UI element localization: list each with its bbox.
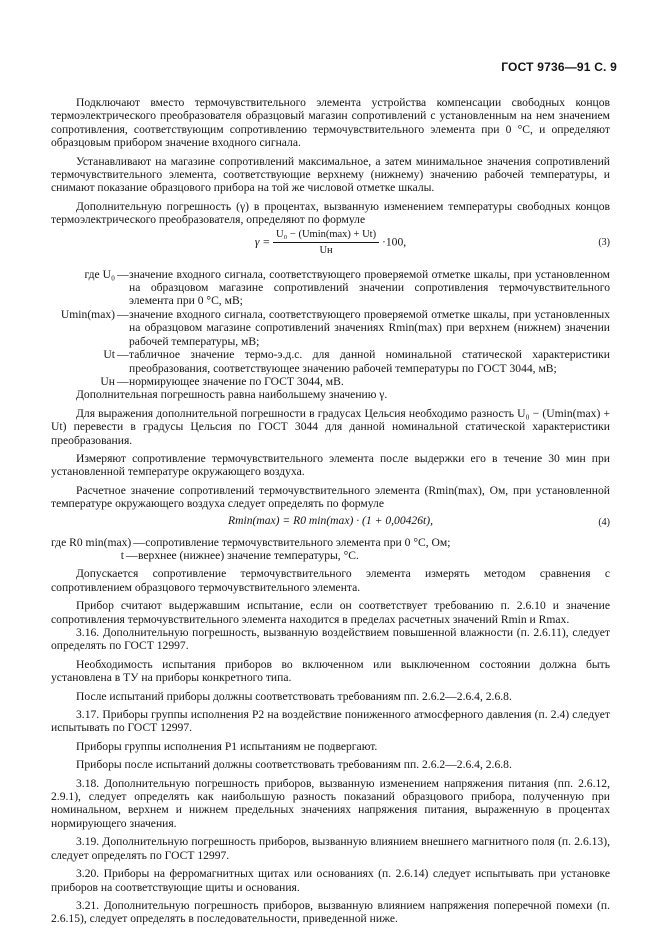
paragraph: Подключают вместо термочувствительного элемента устройства компенсации свободных концов термоэлектрического преобразователя образцовый магазин сопротивлений с установленным на нем значением сопротивления, соответствующим сопротивлению термочувствительного элемента при 0 °С, и определяют образцовым прибором значение входного сигнала. bbox=[51, 96, 610, 150]
paragraph: 3.21. Дополнительную погрешность приборов, вызванную влиянием напряжения поперечной помехи (п. 2.6.15), следует определять в последовательности, приведенной ниже. bbox=[51, 898, 610, 926]
definition-item: Ut — табличное значение термо-э.д.с. для данной номинальной статической характеристики преобразования, соответствующее значению рабочей температуры по ГОСТ 3044, мВ; bbox=[51, 348, 610, 375]
paragraph: 3.20. Приборы на ферромагнитных щитах или основаниях (п. 2.6.14) следует испытывать при установке приборов на соответствующие щиты и основания. bbox=[51, 867, 610, 894]
definition-term: Uн bbox=[100, 374, 115, 388]
paragraph: Приборы после испытаний должны соответствовать требованиям пп. 2.6.2—2.6.4, 2.6.8. bbox=[76, 758, 512, 772]
paragraph: 3.16. Дополнительную погрешность, вызванную воздействием повышенной влажности (п. 2.6.11), следует определять по ГОСТ 12997. bbox=[51, 626, 610, 653]
definition-item: Uн — нормирующее значение по ГОСТ 3044, мВ. bbox=[51, 375, 610, 388]
paragraph: Прибор считают выдержавшим испытание, если он соответствует требованию п. 2.6.10 и значение сопротивления термочувствительного элемента находится в пределах расчетных значений Rmin и Rmax. bbox=[51, 599, 610, 626]
definition-text: нормирующее значение по ГОСТ 3044, мВ. bbox=[129, 374, 344, 388]
page-header: ГОСТ 9736—91 С. 9 bbox=[501, 60, 617, 74]
definition-term: где R0 min(max) bbox=[51, 535, 132, 549]
definition-item: где U₀ — значение входного сигнала, соответствующего проверяемой отметке шкалы, при установленном на образцовом магазине сопротивлений значении сопротивления термочувствительного элемента при 0 °С, мВ; bbox=[51, 268, 610, 308]
definition-text: сопротивление термочувствительного элемента при 0 °С, Ом; bbox=[145, 535, 451, 549]
formula-expression: Rmin(max) = R0 min(max) · (1 + 0,00426t), bbox=[228, 513, 433, 527]
paragraph: Необходимость испытания приборов во включенном или выключенном состоянии должна быть установлена в ТУ на приборы конкретного типа. bbox=[51, 657, 610, 685]
paragraph: 3.19. Дополнительную погрешность приборов, вызванную влиянием внешнего магнитного поля (п. 2.6.13), следует определять по ГОСТ 12997. bbox=[51, 835, 610, 862]
paragraph: Приборы группы исполнения Р1 испытаниям не подвергают. bbox=[76, 739, 378, 753]
formula-3 bbox=[51, 228, 610, 266]
paragraph: 3.18. Дополнительную погрешность приборов, вызванную изменением напряжения питания (пп. 2.6.12, 2.9.1), следует определять как наибольшую разность показаний образцового прибора, полученную при номинальном, верхнем и нижнем предельных значениях напряжения питания, выраженную в процентах нормирующего значения. bbox=[51, 776, 610, 830]
formula-denominator: Uн bbox=[319, 245, 333, 257]
formula-number: (4) bbox=[598, 516, 610, 528]
formula-lhs: γ = bbox=[254, 235, 271, 249]
definition-term: t bbox=[120, 548, 124, 562]
paragraph: Дополнительная погрешность равна наибольшему значению γ. bbox=[76, 388, 388, 402]
paragraph: Устанавливают на магазине сопротивлений максимальное, а затем минимальное значения сопротивлений термочувствительного элемента, соответствующие верхнему (нижнему) значению рабочей температуры, и снимают показание образцового прибора на той же числовой отметке шкалы. bbox=[51, 154, 610, 195]
formula-4 bbox=[51, 514, 610, 531]
definition-text: верхнее (нижнее) значение температуры, °С. bbox=[138, 548, 359, 562]
formula-tail: ·100, bbox=[382, 235, 407, 249]
paragraph: Для выражения дополнительной погрешности в градусах Цельсия необходимо разность U₀ − (Umin(max) + Ut) перевести в градусы Цельсия по ГОСТ 3044 для данной номинальной статической характеристики преобразования. bbox=[51, 406, 610, 447]
formula-number: (3) bbox=[598, 236, 610, 248]
definitions-list bbox=[51, 536, 610, 563]
definition-term: Ut bbox=[103, 348, 115, 362]
paragraph: Дополнительную погрешность (γ) в процентах, вызванную изменением температуры свободных концов термоэлектрического преобразователя, определяют по формуле bbox=[51, 199, 610, 227]
definitions-list bbox=[51, 268, 610, 389]
definition-item: где R0 min(max) — сопротивление термочувствительного элемента при 0 °С, Ом; bbox=[51, 536, 610, 549]
definition-term: Umin(max) bbox=[60, 307, 115, 321]
definition-text: значение входного сигнала, соответствующего проверяемой отметке шкалы, при установленном на образцовом магазине сопротивлений значении сопротивления термочувствительного элемента при 0 °С, мВ; bbox=[129, 267, 610, 308]
definition-item: t — верхнее (нижнее) значение температуры, °С. bbox=[51, 549, 610, 562]
formula-fraction bbox=[273, 228, 379, 258]
paragraph: 3.17. Приборы группы исполнения Р2 на воздействие пониженного атмосферного давления (п. 2.4) следует испытывать по ГОСТ 12997. bbox=[51, 708, 610, 735]
definition-text: значение входного сигнала, соответствующего проверяемой отметке шкалы, при установленных на образцовом магазине сопротивлений значениях Rmin(max) при верхнем (нижнем) значении рабочей температуры, мВ; bbox=[129, 307, 610, 348]
document-body bbox=[51, 96, 610, 926]
paragraph: Расчетное значение сопротивлений термочувствительного элемента (Rmin(max), Ом, при установленной температуре окружающего воздуха следует определять по формуле bbox=[51, 483, 610, 511]
definition-term: где U₀ bbox=[84, 267, 115, 281]
definition-text: табличное значение термо-э.д.с. для данной номинальной статической характеристики преобразования, соответствующее значению рабочей температуры по ГОСТ 3044, мВ; bbox=[129, 348, 610, 375]
definition-item: Umin(max) — значение входного сигнала, соответствующего проверяемой отметке шкалы, при установленных на образцовом магазине сопротивлений значениях Rmin(max) при верхнем (нижнем) значении рабочей температуры, мВ; bbox=[51, 308, 610, 348]
formula-numerator: U₀ − (Umin(max) + Ut) bbox=[273, 228, 379, 243]
paragraph: После испытаний приборы должны соответствовать требованиям пп. 2.6.2—2.6.4, 2.6.8. bbox=[76, 689, 512, 703]
paragraph: Допускается сопротивление термочувствительного элемента измерять методом сравнения с сопротивлением образцового термочувствительного элемента. bbox=[51, 567, 610, 594]
paragraph: Измеряют сопротивление термочувствительного элемента после выдержки его в течение 30 мин при установленной температуре окружающего воздуха. bbox=[51, 451, 610, 479]
